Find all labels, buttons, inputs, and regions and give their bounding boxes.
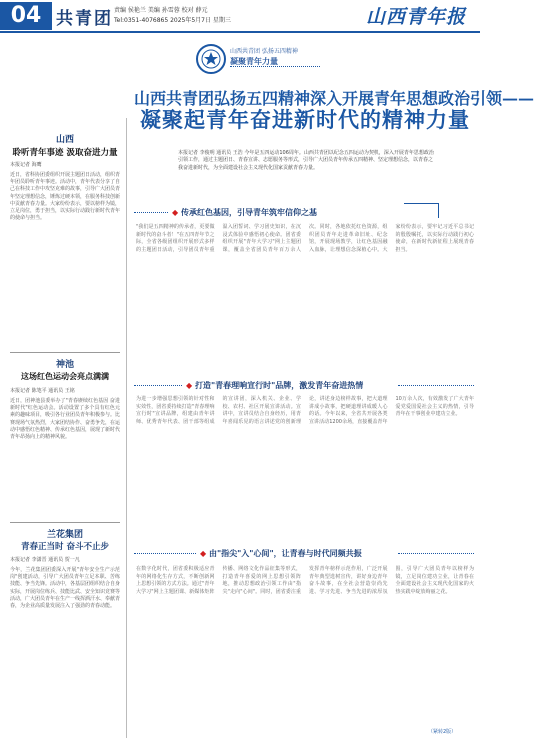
- kicker-bottom: 凝聚青年力量: [230, 57, 278, 66]
- section-title: 共青团: [56, 9, 113, 29]
- left-column: [0, 34, 126, 742]
- section-rule-left: [134, 385, 182, 386]
- headline: 山西共青团弘扬五四精神深入开展青年思想政治引领——: [134, 89, 534, 108]
- masthead-divider: [0, 31, 480, 33]
- section-bracket: [404, 203, 439, 218]
- article-title: 这场红色运动会亮点满满: [21, 372, 109, 381]
- article-divider: [10, 352, 120, 353]
- section-heading: ◆ 打造"青春理响宣行时"品牌，激发青年奋进热情: [186, 381, 364, 390]
- article-title: 聆听青年事迹 汲取奋进力量: [12, 148, 118, 158]
- section-body: 在数字化时代，团省委积极适应青年的网络化生存方式，不断创新网上思想引领的方式方法。通过"青年大学习"网上主题团课、新媒体矩阵传播、网络文化作品征集等形式，打造青年喜爱的网上思想引领阵地，推动思想政治引领工作由"指尖"走向"心间"。同时，团省委注重发挥青年榜样示范作用，广泛开展青年典型选树宣传，讲好身边青年奋斗故事，在全社会营造崇尚先进、学习先进、争当先进的浓厚氛围，引导广大团员青年以榜样为镜，立足岗位建功立业，让青春在全面建设社会主义现代化国家的火热实践中绽放绚丽之花。: [136, 566, 474, 595]
- article-byline: 本报记者 海鹰: [10, 162, 42, 168]
- section-body: "我们是五四精神的传承者，更要做新时代的奋斗者！"在五四青年节之际，全省各级团组织开展形式多样的主题团日活动，引导团员青年重温入团誓词、学习团史知识，在沉浸式体验中感悟初心使命。团省委组织开展"青年大学习"网上主题团课，覆盖全省团员青年百万余人次。同时，各地依托红色资源，组织团员青年走进革命旧址、纪念馆，开展现场教学，让红色基因融入血脉，让理想信念深植心中。大家纷纷表示，要牢记习近平总书记的殷殷嘱托，以实际行动践行初心使命，在新时代新征程上展现青春担当。: [136, 224, 474, 253]
- article-unit-title: 兰花集团: [46, 530, 83, 540]
- lead-paragraph: 本报记者 李俊明 通讯员 王浩 今年是五四运动106周年。山西共青团以纪念五四运动为契机，深入开展青年思想政治引领工作，通过主题团日、青春宣讲、志愿服务等形式，引导广大团员青年传承五四精神、坚定理想信念，以青春之我奋进新时代，为全面建设社会主义现代化国家贡献青春力量。: [178, 150, 434, 171]
- article-body: 今年，兰花集团团委深入开展"青年安全生产示范岗"创建活动，引导广大团员青年立足本职、苦练技能、争当先锋。活动中，各基层团组织结合自身实际，开展岗位练兵、技能比武、安全知识竞赛等活动，广大团员青年在生产一线挥洒汗水、奉献青春，为企业高质量发展注入了强劲的青春动能。: [10, 567, 121, 610]
- article-title: 青春正当时 奋斗不止步: [21, 542, 109, 552]
- column-divider: [126, 118, 127, 738]
- issue-date-line: Tel:0351-4076865 2025年5月7日 星期三: [114, 17, 231, 24]
- section-heading: ◆ 传承红色基因，引导青年筑牢信仰之基: [172, 208, 317, 217]
- article-unit-title: 山西: [55, 135, 74, 145]
- section-heading: ◆ 由"指尖"入"心间"，让青春与时代同频共振: [200, 549, 362, 558]
- continued-notice: （紧转2版）: [428, 729, 457, 735]
- page-number: 04: [0, 2, 52, 30]
- article-byline: 本报记者 陈笔平 通讯员 王铭: [10, 388, 75, 394]
- kicker-underline: [230, 66, 320, 67]
- main-title: 凝聚起青年奋进新时代的精神力量: [140, 108, 470, 132]
- section-rule-left: [134, 553, 196, 554]
- section-rule-left: [134, 212, 168, 213]
- article-body: 近日，团神池县委举办了"青春赓续红色基因 奋进新时代"红色运动会。活动设置了多个具有红色元素的趣味项目，吸引各行业团员青年积极参与。比赛现场气氛热烈，大家团结协作、奋勇争先，在运动中感悟红色精神、传承红色基因，展现了新时代青年昂扬向上的精神风貌。: [10, 398, 121, 441]
- article-unit-title: 神池: [55, 360, 74, 370]
- section-body: 为进一步增强思想引领的针对性和实效性，团省委持续打造"青春理响宣行时"宣讲品牌，组建由青年讲师、优秀青年代表、团干部等组成的宣讲团，深入机关、企业、学校、农村、社区开展宣讲活动。宣讲中，宣讲员结合自身经历，用青年喜闻乐见的语言讲述党的创新理论，讲述身边榜样故事，把大道理讲成小故事，把硬道理讲成暖人心的话。今年以来，全省共开展各类宣讲活动1200余场，直接覆盖青年10万余人次，有效激发了广大青年爱党爱国爱社会主义的热情，引导青年在干事创业中建功立业。: [136, 396, 474, 425]
- youth-league-emblem-icon: [196, 44, 226, 74]
- article-byline: 本报记者 李潇晋 通讯员 贺一凡: [10, 557, 80, 563]
- article-body: 近日，省科协团委组织开展主题团日活动，组织青年团员聆听青年事迹。活动中，青年代表分享了自己在科技工作中攻坚克难的故事，引导广大团员青年坚定理想信念，锤炼过硬本领，在服务科技创新中贡献青春力量。大家纷纷表示，要以榜样为镜，立足岗位，勇于担当，以实际行动践行新时代青年的使命与担当。: [10, 172, 121, 222]
- newspaper-logo: 山西青年报: [366, 6, 467, 28]
- kicker-top: 山西共青团 弘扬五四精神: [230, 48, 298, 55]
- article-divider: [10, 522, 120, 523]
- section-rule-right: [398, 385, 474, 386]
- editor-credits: 责编 侯艳兰 美编 孙雪蓉 校对 薛元: [114, 7, 208, 14]
- section-rule-right: [398, 553, 474, 554]
